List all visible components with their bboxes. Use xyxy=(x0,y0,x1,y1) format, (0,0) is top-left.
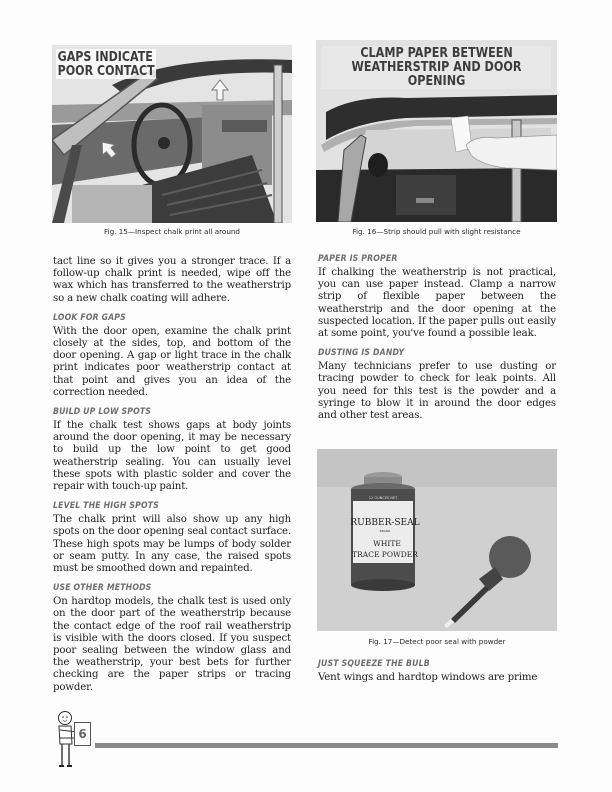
intro-paragraph: tact line so it gives you a stronger trace. If a follow-up chalk print is needed, wipe off the wax which has transferred to the weatherstrip so a new chalk coating will adhere. xyxy=(53,256,291,304)
section-body-dusting-is-dandy: Many technicians prefer to use dusting or tracing powder to check for leak points. All you need for this test is the powder and a syringe to blow it in around the door edges and other test areas. xyxy=(318,361,556,422)
section-heading-use-other-methods: USE OTHER METHODS xyxy=(53,583,152,594)
figure-15-photo xyxy=(52,45,292,223)
section-body-use-other-methods: On hardtop models, the chalk test is used only on the door part of the weatherstrip because the contact edge of the roof rail weatherstrip is visible with the doors closed. If you suspect poor sealing between the window glass and the weatherstrip, your best bets for further checking are the paper strips or tracing powder. xyxy=(53,596,291,693)
figure-17-caption: Fig. 17—Detect poor seal with powder xyxy=(368,637,506,646)
section-body-build-up-low-spots: If the chalk test shows gaps at body joints around the door opening, it may be necessary to build up the low point to get good weatherstrip sealing. You can usually level these spots with plastic solder and cover the repair with touch-up paint. xyxy=(53,420,291,493)
figure-16-photo xyxy=(316,40,557,222)
section-heading-level-high-spots: LEVEL THE HIGH SPOTS xyxy=(53,501,159,512)
right-column-bottom xyxy=(318,659,556,684)
can-brand-sub: BRAND xyxy=(379,529,391,533)
figure-15-caption: Fig. 15—Inspect chalk print all around xyxy=(103,227,240,236)
section-heading-dusting-is-dandy: DUSTING IS DANDY xyxy=(318,348,405,359)
section-heading-just-squeeze-the-bulb: JUST SQUEEZE THE BULB xyxy=(318,659,430,669)
section-heading-build-up-low-spots: BUILD UP LOW SPOTS xyxy=(53,407,152,418)
footer-rule xyxy=(95,743,558,748)
section-body-just-squeeze-the-bulb: Vent wings and hardtop windows are prime xyxy=(318,672,538,683)
overlay-title-line-1: GAPS INDICATE xyxy=(57,49,153,65)
right-column-top xyxy=(318,248,556,422)
section-body-look-for-gaps: With the door open, examine the chalk print closely at the sides, top, and bottom of the door opening. A gap or light trace in the chalk print indicates poor weatherstrip contact at that point and gives you an idea of the correction needed. xyxy=(53,325,291,398)
figure-16-caption: Fig. 16—Strip should pull with slight resistance xyxy=(352,227,521,236)
figure-17-photo xyxy=(317,449,557,631)
overlay-title-line-2: POOR CONTACT xyxy=(57,63,155,80)
can-product-line-2: TRACE POWDER xyxy=(352,550,418,559)
page-number-sign xyxy=(74,722,91,746)
figure-15-overlay-title xyxy=(56,49,156,79)
section-body-paper-is-proper: If chalking the weatherstrip is not practical, you can use paper instead. Clamp a narrow strip of flexible paper between the weatherstrip and the door opening at the suspected location. If the paper pulls out easily at some point, you've found a possible leak. xyxy=(318,267,556,340)
section-body-level-high-spots: The chalk print will also show up any high spots on the door opening seal contact surface. These high spots may be lumps of body solder or seam putty. In any case, the raised spots must be smoothed down and repainted. xyxy=(53,514,291,575)
section-heading-paper-is-proper: PAPER IS PROPER xyxy=(318,254,398,264)
section-heading-look-for-gaps: LOOK FOR GAPS xyxy=(53,312,126,323)
powder-can-and-bulb-illustration xyxy=(317,449,557,631)
overlay-title-line-1: CLAMP PAPER BETWEEN xyxy=(360,45,513,61)
overlay-title-line-2: WEATHERSTRIP AND DOOR OPENING xyxy=(351,59,522,90)
can-product-line-1: WHITE xyxy=(373,539,401,548)
page-number: 6 xyxy=(78,727,87,741)
can-brand: RUBBER-SEAL xyxy=(350,518,420,528)
left-column xyxy=(53,256,291,694)
can-label-top: 12 OUNCES NET xyxy=(368,496,398,500)
figure-16-overlay-title xyxy=(322,46,551,89)
